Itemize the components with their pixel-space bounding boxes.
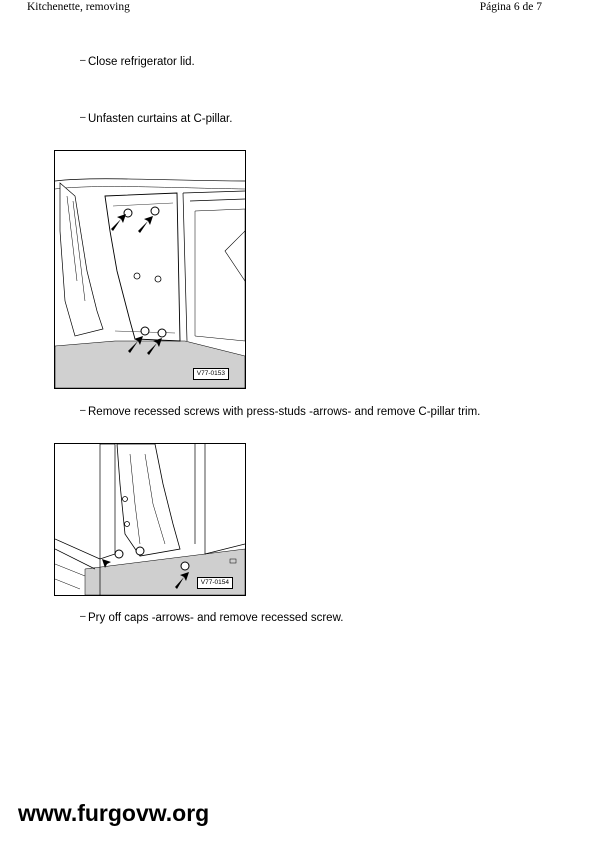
figure-label: V77-0154 [197, 577, 233, 589]
watermark: www.furgovw.org [18, 800, 210, 826]
step-text: Unfasten curtains at C-pillar. [88, 113, 233, 125]
step-remove-screws [80, 405, 480, 418]
step-dash: – [80, 611, 86, 622]
step-pry-off-caps [80, 611, 343, 624]
recessed-screw-illustration [55, 444, 245, 595]
step-text: Close refrigerator lid. [88, 56, 195, 68]
page-number: Página 6 de 7 [479, 1, 542, 13]
figure-label: V77-0153 [193, 368, 229, 380]
c-pillar-illustration [55, 151, 245, 388]
figure-c-pillar-trim [54, 150, 246, 389]
step-dash: – [80, 55, 86, 66]
document-title: Kitchenette, removing [27, 1, 130, 13]
step-dash: – [80, 405, 86, 416]
step-unfasten-curtains [80, 112, 232, 125]
step-close-refrigerator [80, 55, 195, 68]
figure-recessed-screw [54, 443, 246, 596]
step-text: Pry off caps -arrows- and remove recessed screw. [88, 612, 344, 624]
step-text: Remove recessed screws with press-studs -arrows- and remove C-pillar trim. [88, 406, 481, 418]
step-dash: – [80, 112, 86, 123]
